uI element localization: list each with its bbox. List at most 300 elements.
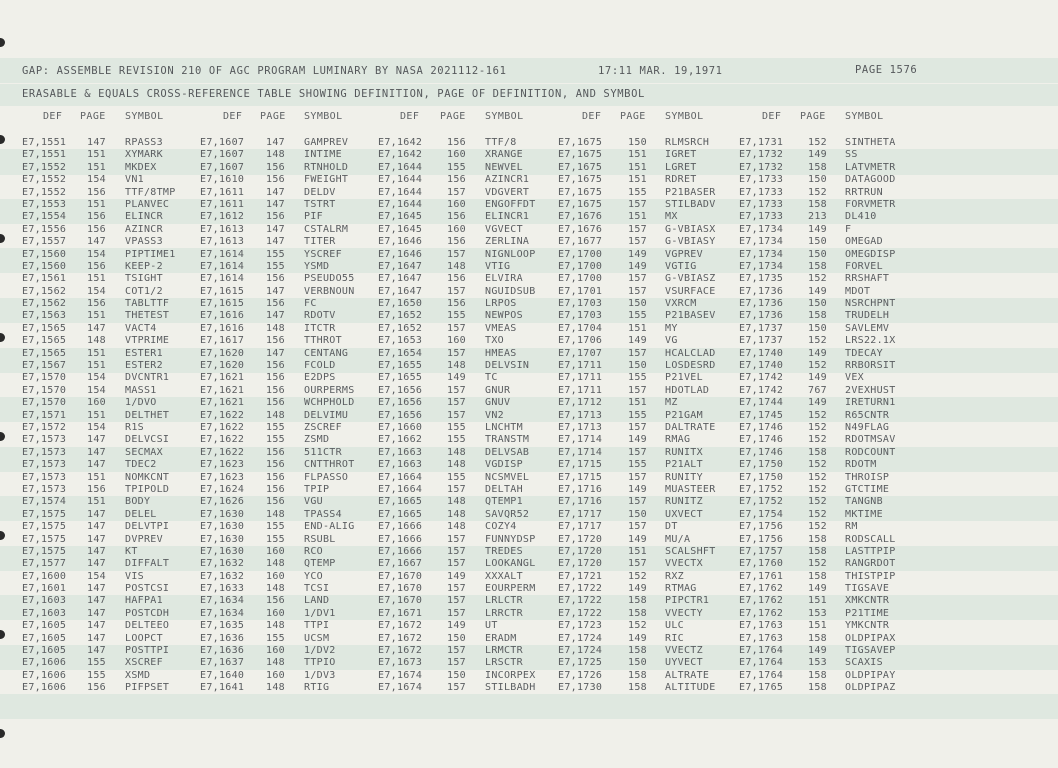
page-cell: 147 — [87, 595, 106, 607]
def-cell: E7,1634 — [200, 607, 245, 619]
page-cell: 152 — [628, 570, 647, 582]
def-cell: E7,1626 — [200, 496, 245, 508]
def-cell: E7,1632 — [200, 570, 245, 582]
symbol-cell: XRANGE — [485, 149, 523, 161]
table-row — [0, 434, 1058, 446]
page-cell: 154 — [87, 384, 106, 396]
symbol-cell: VGDISP — [485, 459, 523, 471]
def-cell: E7,1650 — [378, 298, 423, 310]
def-cell: E7,1633 — [200, 583, 245, 595]
symbol-cell: TXO — [485, 335, 504, 347]
symbol-cell: YMKCNTR — [845, 620, 890, 632]
symbol-cell: FLPASSO — [304, 471, 349, 483]
page-cell: 149 — [808, 347, 827, 359]
symbol-cell: VG — [665, 335, 678, 347]
column-header: DEF — [223, 111, 243, 122]
page-cell: 157 — [447, 545, 466, 557]
def-cell: E7,1563 — [22, 310, 67, 322]
def-cell: E7,1663 — [378, 459, 423, 471]
def-cell: E7,1656 — [378, 397, 423, 409]
def-cell: E7,1763 — [739, 632, 784, 644]
page-cell: 156 — [266, 397, 285, 409]
def-cell: E7,1573 — [22, 446, 67, 458]
symbol-cell: LRS22.1X — [845, 335, 896, 347]
def-cell: E7,1700 — [558, 248, 603, 260]
table-row — [0, 335, 1058, 347]
symbol-cell: VGTIG — [665, 260, 697, 272]
def-cell: E7,1676 — [558, 211, 603, 223]
table-row — [0, 360, 1058, 372]
def-cell: E7,1665 — [378, 508, 423, 520]
def-cell: E7,1640 — [200, 669, 245, 681]
symbol-cell: 511CTR — [304, 446, 342, 458]
table-title: ERASABLE & EQUALS CROSS-REFERENCE TABLE SHOWING DEFINITION, PAGE OF DEFINITION, AND SYMBOL — [22, 88, 645, 100]
def-cell: E7,1622 — [200, 434, 245, 446]
page-cell: 149 — [628, 632, 647, 644]
page-cell: 160 — [447, 149, 466, 161]
def-cell: E7,1567 — [22, 360, 67, 372]
def-cell: E7,1636 — [200, 632, 245, 644]
def-cell: E7,1656 — [378, 409, 423, 421]
symbol-cell: VIS — [125, 570, 144, 582]
page-cell: 156 — [266, 595, 285, 607]
table-row — [0, 509, 1058, 521]
symbol-cell: ENGOFFDT — [485, 198, 536, 210]
def-cell: E7,1573 — [22, 471, 67, 483]
symbol-cell: FWEIGHT — [304, 174, 349, 186]
symbol-cell: RIC — [665, 632, 684, 644]
symbol-cell: VMEAS — [485, 322, 517, 334]
symbol-cell: FORVEL — [845, 260, 883, 272]
symbol-cell: QTEMP1 — [485, 496, 523, 508]
symbol-cell: SAVLEMV — [845, 322, 890, 334]
def-cell: E7,1622 — [200, 446, 245, 458]
def-cell: E7,1620 — [200, 347, 245, 359]
symbol-cell: MDOT — [845, 285, 871, 297]
symbol-cell: 1/DVO — [125, 397, 157, 409]
symbol-cell: DATAGOOD — [845, 174, 896, 186]
def-cell: E7,1672 — [378, 632, 423, 644]
symbol-cell: OMEGDISP — [845, 248, 896, 260]
def-cell: E7,1622 — [200, 409, 245, 421]
page-cell: 160 — [87, 397, 106, 409]
page-cell: 160 — [266, 669, 285, 681]
page-cell: 158 — [808, 570, 827, 582]
def-cell: E7,1666 — [378, 545, 423, 557]
page-cell: 154 — [87, 421, 106, 433]
symbol-cell: DELDV — [304, 186, 336, 198]
page-cell: 151 — [87, 409, 106, 421]
def-cell: E7,1675 — [558, 174, 603, 186]
page-cell: 147 — [266, 310, 285, 322]
def-cell: E7,1605 — [22, 645, 67, 657]
def-cell: E7,1601 — [22, 583, 67, 595]
symbol-cell: LRPOS — [485, 298, 517, 310]
page-cell: 156 — [266, 372, 285, 384]
def-cell: E7,1764 — [739, 669, 784, 681]
symbol-cell: RXZ — [665, 570, 684, 582]
symbol-cell: NGUIDSUB — [485, 285, 536, 297]
symbol-cell: MX — [665, 211, 678, 223]
def-cell: E7,1641 — [200, 682, 245, 694]
symbol-cell: F — [845, 223, 852, 235]
page-cell: 147 — [266, 347, 285, 359]
def-cell: E7,1713 — [558, 409, 603, 421]
symbol-cell: PSEUDO55 — [304, 273, 355, 285]
def-cell: E7,1664 — [378, 471, 423, 483]
page-cell: 155 — [447, 471, 466, 483]
def-cell: E7,1630 — [200, 521, 245, 533]
symbol-cell: TTF/8TMP — [125, 186, 176, 198]
page-cell: 152 — [808, 421, 827, 433]
def-cell: E7,1734 — [739, 248, 784, 260]
symbol-cell: NEWVEL — [485, 161, 523, 173]
page-cell: 149 — [628, 335, 647, 347]
page-cell: 158 — [808, 533, 827, 545]
table-row — [0, 620, 1058, 632]
symbol-cell: LRRCTR — [485, 607, 523, 619]
page-cell: 155 — [447, 310, 466, 322]
symbol-cell: SCALSHFT — [665, 545, 716, 557]
def-cell: E7,1732 — [739, 149, 784, 161]
def-cell: E7,1722 — [558, 583, 603, 595]
page-cell: 157 — [628, 223, 647, 235]
page-cell: 148 — [266, 620, 285, 632]
symbol-cell: LGRET — [665, 161, 697, 173]
symbol-cell: THROISP — [845, 471, 890, 483]
symbol-cell: POSTCDH — [125, 607, 170, 619]
def-cell: E7,1612 — [200, 211, 245, 223]
symbol-cell: ELVIRA — [485, 273, 523, 285]
column-header: SYMBOL — [845, 111, 884, 122]
symbol-cell: YSMD — [304, 260, 330, 272]
def-cell: E7,1615 — [200, 298, 245, 310]
table-row — [0, 546, 1058, 558]
def-cell: E7,1703 — [558, 298, 603, 310]
def-cell: E7,1734 — [739, 223, 784, 235]
symbol-cell: OLDPIPAX — [845, 632, 896, 644]
column-header: DEF — [43, 111, 63, 122]
def-cell: E7,1746 — [739, 421, 784, 433]
def-cell: E7,1733 — [739, 186, 784, 198]
page-cell: 158 — [628, 682, 647, 694]
symbol-cell: ALTITUDE — [665, 682, 716, 694]
def-cell: E7,1570 — [22, 397, 67, 409]
symbol-cell: LASTTPIP — [845, 545, 896, 557]
symbol-cell: TREDES — [485, 545, 523, 557]
symbol-cell: PIPCTR1 — [665, 595, 710, 607]
table-row — [0, 521, 1058, 533]
page-cell: 157 — [628, 198, 647, 210]
page-cell: 149 — [808, 372, 827, 384]
def-cell: E7,1624 — [200, 483, 245, 495]
page-cell: 152 — [808, 137, 827, 148]
def-cell: E7,1722 — [558, 595, 603, 607]
column-header: SYMBOL — [125, 111, 164, 122]
symbol-cell: KT — [125, 545, 138, 557]
page-cell: 155 — [266, 533, 285, 545]
page-cell: 155 — [447, 434, 466, 446]
symbol-cell: DIFFALT — [125, 558, 170, 570]
symbol-cell: IGRET — [665, 149, 697, 161]
def-cell: E7,1733 — [739, 211, 784, 223]
page-cell: 147 — [266, 285, 285, 297]
page-cell: 148 — [266, 558, 285, 570]
def-cell: E7,1561 — [22, 273, 67, 285]
symbol-cell: TCSI — [304, 583, 330, 595]
def-cell: E7,1725 — [558, 657, 603, 669]
feed-hole — [0, 38, 5, 47]
def-cell: E7,1744 — [739, 397, 784, 409]
page-cell: 156 — [266, 360, 285, 372]
table-row — [0, 670, 1058, 682]
page-cell: 156 — [266, 273, 285, 285]
def-cell: E7,1647 — [378, 260, 423, 272]
symbol-cell: YSCREF — [304, 248, 342, 260]
def-cell: E7,1711 — [558, 360, 603, 372]
symbol-cell: TRANSTM — [485, 434, 530, 446]
def-cell: E7,1721 — [558, 570, 603, 582]
def-cell: E7,1644 — [378, 198, 423, 210]
page-cell: 157 — [447, 384, 466, 396]
page-cell: 156 — [87, 260, 106, 272]
def-cell: E7,1644 — [378, 174, 423, 186]
page-cell: 155 — [447, 421, 466, 433]
symbol-cell: OURPERMS — [304, 384, 355, 396]
symbol-cell: VVECTZ — [665, 645, 703, 657]
table-row — [0, 496, 1058, 508]
def-cell: E7,1670 — [378, 570, 423, 582]
page-cell: 151 — [628, 211, 647, 223]
page-cell: 151 — [628, 397, 647, 409]
page-cell: 149 — [628, 248, 647, 260]
page-cell: 148 — [266, 508, 285, 520]
table-row — [0, 385, 1058, 397]
symbol-cell: ZERLINA — [485, 236, 530, 248]
def-cell: E7,1715 — [558, 471, 603, 483]
page-cell: 155 — [628, 186, 647, 198]
page-cell: 767 — [808, 384, 827, 396]
page-cell: 160 — [447, 335, 466, 347]
def-cell: E7,1571 — [22, 409, 67, 421]
def-cell: E7,1672 — [378, 645, 423, 657]
page-cell: 148 — [266, 322, 285, 334]
symbol-cell: XSMD — [125, 669, 151, 681]
def-cell: E7,1736 — [739, 285, 784, 297]
page-cell: 158 — [808, 260, 827, 272]
page-cell: 152 — [808, 360, 827, 372]
def-cell: E7,1665 — [378, 496, 423, 508]
symbol-cell: COZY4 — [485, 521, 517, 533]
symbol-cell: P21BASEV — [665, 310, 716, 322]
page-cell: 147 — [266, 198, 285, 210]
def-cell: E7,1740 — [739, 347, 784, 359]
def-cell: E7,1646 — [378, 236, 423, 248]
page-cell: 148 — [447, 508, 466, 520]
def-cell: E7,1553 — [22, 198, 67, 210]
def-cell: E7,1635 — [200, 620, 245, 632]
page-cell: 151 — [87, 471, 106, 483]
page-cell: 147 — [87, 533, 106, 545]
symbol-cell: MU/A — [665, 533, 691, 545]
page-cell: 157 — [628, 285, 647, 297]
page-cell: 157 — [447, 607, 466, 619]
symbol-cell: HDOTLAD — [665, 384, 710, 396]
page-cell: 149 — [628, 583, 647, 595]
def-cell: E7,1723 — [558, 620, 603, 632]
table-row — [0, 199, 1058, 211]
def-cell: E7,1630 — [200, 545, 245, 557]
symbol-cell: RDOTM — [845, 459, 877, 471]
symbol-cell: P21TIME — [845, 607, 890, 619]
def-cell: E7,1674 — [378, 669, 423, 681]
page-cell: 149 — [628, 434, 647, 446]
def-cell: E7,1603 — [22, 595, 67, 607]
page-cell: 147 — [87, 583, 106, 595]
symbol-cell: RUNITZ — [665, 496, 703, 508]
def-cell: E7,1560 — [22, 260, 67, 272]
page-cell: 147 — [266, 137, 285, 148]
symbol-cell: INCORPEX — [485, 669, 536, 681]
symbol-cell: E2DPS — [304, 372, 336, 384]
symbol-cell: VPASS3 — [125, 236, 163, 248]
def-cell: E7,1720 — [558, 545, 603, 557]
page-cell: 157 — [628, 446, 647, 458]
page-cell: 156 — [266, 211, 285, 223]
page-cell: 157 — [628, 471, 647, 483]
symbol-cell: LAND — [304, 595, 330, 607]
def-cell: E7,1621 — [200, 372, 245, 384]
page-cell: 157 — [447, 248, 466, 260]
page-cell: 149 — [808, 285, 827, 297]
symbol-cell: POSTTPI — [125, 645, 170, 657]
symbol-cell: PLANVEC — [125, 198, 170, 210]
def-cell: E7,1701 — [558, 285, 603, 297]
symbol-cell: CNTTHROT — [304, 459, 355, 471]
def-cell: E7,1556 — [22, 223, 67, 235]
page-cell: 154 — [87, 248, 106, 260]
def-cell: E7,1607 — [200, 161, 245, 173]
page-cell: 157 — [628, 347, 647, 359]
symbol-cell: DELTHET — [125, 409, 170, 421]
column-header: PAGE — [800, 111, 826, 122]
page-cell: 149 — [808, 149, 827, 161]
page-cell: 157 — [447, 595, 466, 607]
page-cell: 149 — [808, 583, 827, 595]
page-cell: 149 — [808, 397, 827, 409]
column-header: DEF — [400, 111, 420, 122]
def-cell: E7,1763 — [739, 620, 784, 632]
page-cell: 156 — [266, 459, 285, 471]
def-cell: E7,1562 — [22, 285, 67, 297]
def-cell: E7,1716 — [558, 483, 603, 495]
page-cell: 151 — [87, 496, 106, 508]
def-cell: E7,1565 — [22, 347, 67, 359]
symbol-cell: RDRET — [665, 174, 697, 186]
def-cell: E7,1647 — [378, 273, 423, 285]
symbol-cell: OLDPIPAY — [845, 669, 896, 681]
page-cell: 157 — [447, 397, 466, 409]
table-row — [0, 174, 1058, 186]
page-cell: 160 — [266, 570, 285, 582]
def-cell: E7,1616 — [200, 322, 245, 334]
page-cell: 152 — [808, 335, 827, 347]
table-row — [0, 484, 1058, 496]
symbol-cell: P21GAM — [665, 409, 703, 421]
page-cell: 149 — [628, 533, 647, 545]
symbol-cell: ULC — [665, 620, 684, 632]
def-cell: E7,1655 — [378, 360, 423, 372]
def-cell: E7,1663 — [378, 446, 423, 458]
def-cell: E7,1722 — [558, 607, 603, 619]
page-cell: 148 — [447, 496, 466, 508]
page-cell: 158 — [628, 669, 647, 681]
page-cell: 158 — [808, 669, 827, 681]
page-cell: 151 — [87, 198, 106, 210]
table-row — [0, 236, 1058, 248]
def-cell: E7,1704 — [558, 322, 603, 334]
def-cell: E7,1570 — [22, 372, 67, 384]
symbol-cell: VVECTX — [665, 558, 703, 570]
def-cell: E7,1706 — [558, 335, 603, 347]
symbol-cell: RUNITY — [665, 471, 703, 483]
page-cell: 155 — [628, 459, 647, 471]
page-cell: 154 — [87, 285, 106, 297]
page-cell: 156 — [87, 223, 106, 235]
symbol-cell: TABLTTF — [125, 298, 170, 310]
page-cell: 155 — [266, 421, 285, 433]
page-cell: 155 — [266, 632, 285, 644]
symbol-cell: 1/DV1 — [304, 607, 336, 619]
page-cell: 151 — [628, 149, 647, 161]
symbol-cell: LOOKANGL — [485, 558, 536, 570]
page-cell: 156 — [266, 446, 285, 458]
def-cell: E7,1636 — [200, 645, 245, 657]
def-cell: E7,1606 — [22, 669, 67, 681]
def-cell: E7,1737 — [739, 322, 784, 334]
symbol-cell: NIGNLOOP — [485, 248, 536, 260]
page-cell: 152 — [628, 620, 647, 632]
page-cell: 155 — [266, 248, 285, 260]
paper-band — [0, 694, 1058, 719]
page-cell: 156 — [447, 298, 466, 310]
page-cell: 155 — [87, 657, 106, 669]
symbol-cell: DT — [665, 521, 678, 533]
symbol-cell: ALTRATE — [665, 669, 710, 681]
symbol-cell: BODY — [125, 496, 151, 508]
def-cell: E7,1752 — [739, 496, 784, 508]
def-cell: E7,1623 — [200, 471, 245, 483]
symbol-cell: XMKCNTR — [845, 595, 890, 607]
symbol-cell: XSCREF — [125, 657, 163, 669]
page-cell: 152 — [808, 558, 827, 570]
def-cell: E7,1603 — [22, 607, 67, 619]
def-cell: E7,1707 — [558, 347, 603, 359]
page-cell: 156 — [266, 298, 285, 310]
page-cell: 150 — [808, 322, 827, 334]
def-cell: E7,1703 — [558, 310, 603, 322]
table-row — [0, 310, 1058, 322]
def-cell: E7,1617 — [200, 335, 245, 347]
symbol-cell: RRBORSIT — [845, 360, 896, 372]
symbol-cell: FCOLD — [304, 360, 336, 372]
def-cell: E7,1642 — [378, 149, 423, 161]
def-cell: E7,1677 — [558, 236, 603, 248]
symbol-cell: VXRCM — [665, 298, 697, 310]
symbol-cell: THETEST — [125, 310, 170, 322]
page-cell: 157 — [447, 533, 466, 545]
page-cell: 156 — [266, 384, 285, 396]
